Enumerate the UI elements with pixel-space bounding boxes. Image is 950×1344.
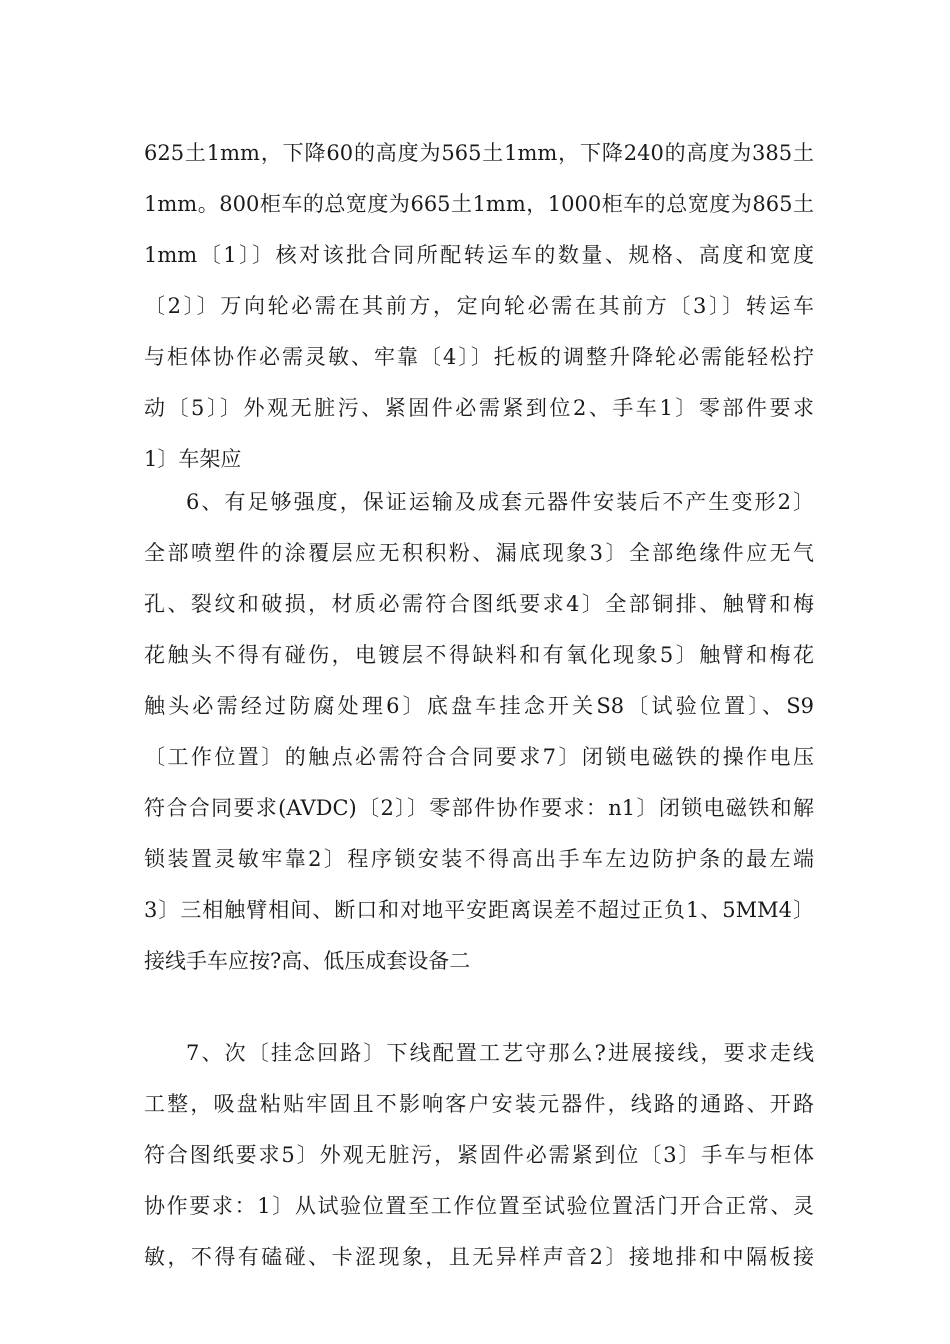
paragraph-line: 6、有足够强度，保证运输及成套元器件安装后不产生变形2〕 bbox=[186, 490, 814, 514]
paragraph-line: 1mm。800柜车的总宽度为665土1mm，1000柜车的总宽度为865土 bbox=[144, 192, 814, 216]
paragraph-line: 敏，不得有磕碰、卡涩现象，且无异样声音2〕接地排和中隔板接 bbox=[144, 1245, 814, 1269]
paragraph-line: 625土1mm，下降60的高度为565土1mm，下降240的高度为385土 bbox=[144, 141, 814, 165]
paragraph-line: 孔、裂纹和破损，材质必需符合图纸要求4〕全部铜排、触臂和梅 bbox=[144, 592, 814, 616]
paragraph-3 bbox=[144, 1028, 814, 1283]
paragraph-line: 符合图纸要求5〕外观无脏污，紧固件必需紧到位〔3〕手车与柜体 bbox=[144, 1143, 814, 1167]
paragraph-2 bbox=[144, 477, 814, 987]
paragraph-line: 与柜体协作必需灵敏、牢靠〔4〕〕托板的调整升降轮必需能轻松拧 bbox=[144, 345, 814, 369]
paragraph-line: 3〕三相触臂相间、断口和对地平安距离误差不超过正负1、5MM4〕 bbox=[144, 898, 814, 922]
paragraph-line: 锁装置灵敏牢靠2〕程序锁安装不得高出手车左边防护条的最左端 bbox=[144, 847, 814, 871]
paragraph-line: 动〔5〕〕外观无脏污、紧固件必需紧到位2、手车1〕零部件要求 bbox=[144, 396, 814, 420]
paragraph-line: 1mm〔1〕〕核对该批合同所配转运车的数量、规格、高度和宽度 bbox=[144, 243, 814, 267]
paragraph-line: 花触头不得有碰伤，电镀层不得缺料和有氧化现象5〕触臂和梅花 bbox=[144, 643, 814, 667]
paragraph-line: 工整，吸盘粘贴牢固且不影响客户安装元器件，线路的通路、开路 bbox=[144, 1092, 814, 1116]
paragraph-line: 协作要求：1〕从试验位置至工作位置至试验位置活门开合正常、灵 bbox=[144, 1194, 814, 1218]
paragraph-line: 全部喷塑件的涂覆层应无积积粉、漏底现象3〕全部绝缘件应无气 bbox=[144, 541, 814, 565]
paragraph-line: 7、次〔挂念回路〕下线配置工艺守那么?进展接线，要求走线 bbox=[186, 1041, 814, 1065]
paragraph-line: 〔2〕〕万向轮必需在其前方，定向轮必需在其前方〔3〕〕转运车 bbox=[144, 294, 814, 318]
paragraph-line: 接线手车应按?高、低压成套设备二 bbox=[144, 949, 471, 973]
paragraph-line: 触头必需经过防腐处理6〕底盘车挂念开关S8〔试验位置〕、S9 bbox=[144, 694, 814, 718]
paragraph-line: 1〕车架应 bbox=[144, 447, 242, 471]
paragraph-line: 〔工作位置〕的触点必需符合合同要求7〕闭锁电磁铁的操作电压 bbox=[144, 745, 814, 769]
paragraph-line: 符合合同要求(AVDC)〔2〕〕零部件协作要求：n1〕闭锁电磁铁和解 bbox=[144, 796, 814, 820]
paragraph-1 bbox=[144, 128, 814, 485]
